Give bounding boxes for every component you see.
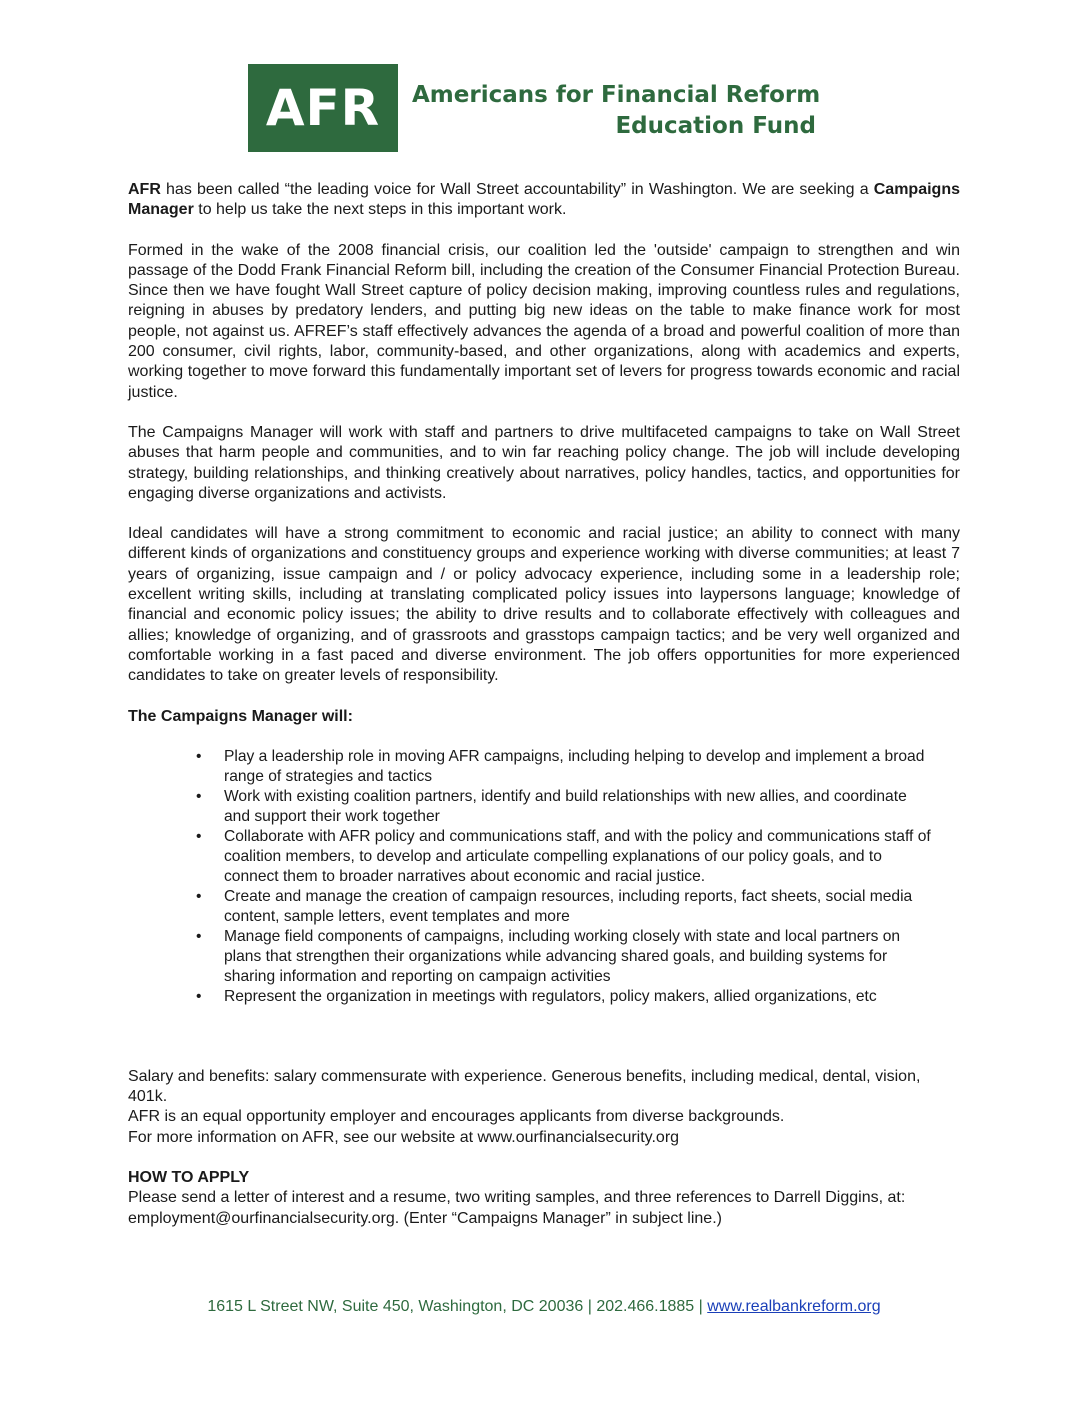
- org-name-line2: Education Fund: [615, 113, 816, 139]
- coalition-paragraph: Formed in the wake of the 2008 financial crisis, our coalition led the 'outside' campaign to strengthen and win passage of the Dodd Frank Financial Reform bill, including the creation of the Consumer Financial Protection Bureau. Since then we have fought Wall Street capture of policy decision making, improving countless rules and regulations, reigning in abuses by predatory lenders, and putting big new ideas on the table to make finance work for most people, not against us. AFREF’s staff effectively advances the agenda of a broad and powerful coalition of more than 200 consumer, civil rights, labor, community-based, and other organizations, along with academics and experts, working together to move forward this fundamentally important set of levers for progress towards economic and racial justice.: [128, 241, 960, 401]
- logo-abbr: AFR: [265, 79, 381, 137]
- duty-item: • Create and manage the creation of campaign resources, including reports, fact sheets, social media content, sample letters, event templates and more: [196, 887, 936, 927]
- salary-text: Salary and benefits: salary commensurate with experience. Generous benefits, including medical, dental, vision, 401k.: [128, 1067, 921, 1106]
- duty-item: • Manage field components of campaigns, including working closely with state and local partners on plans that strengthen their organizations while advancing shared goals, and building systems for sharing information and reporting on campaign activities: [196, 927, 936, 987]
- duty-item: • Represent the organization in meetings with regulators, policy makers, allied organizations, etc: [196, 987, 936, 1007]
- duty-item: • Collaborate with AFR policy and communications staff, and with the policy and communications staff of coalition members, to develop and articulate compelling explanations of our policy goals, and to connect them to broader narratives about economic and racial justice.: [196, 827, 936, 887]
- intro-end: to help us take the next steps in this important work.: [193, 201, 567, 219]
- footer: [0, 1298, 1088, 1316]
- apply-heading: HOW TO APPLY: [128, 1169, 250, 1187]
- intro-afr: AFR: [128, 181, 161, 198]
- intro-paragraph: [128, 180, 960, 221]
- footer-address: 1615 L Street NW, Suite 450, Washington, DC 20036 | 202.466.1885 |: [207, 1298, 708, 1315]
- intro-mid: has been called “the leading voice for Wall Street accountability” in Washington. We are seeking a: [160, 181, 874, 198]
- org-name: [412, 80, 821, 142]
- document-body: [128, 180, 960, 1229]
- role-paragraph: The Campaigns Manager will work with staff and partners to drive multifaceted campaigns to take on Wall Street abuses that harm people and communities, and to win far reaching policy change. The job will include developing strategy, building relationships, and thinking creatively about narratives, policy handles, tactics, and opportunities for engaging diverse organizations and activists.: [128, 423, 960, 502]
- apply-text: Please send a letter of interest and a resume, two writing samples, and three references to Darrell Diggins, at: employment@ourfinancialsecurity.org. (Enter “Campaigns Manager” in subject line.): [128, 1189, 906, 1227]
- duties-heading: The Campaigns Manager will:: [128, 707, 353, 725]
- duty-item: • Work with existing coalition partners, identify and build relationships with new allies, and coordinate and support their work together: [196, 787, 936, 827]
- afr-logo: [248, 64, 398, 152]
- org-name-line1: Americans for Financial Reform: [412, 82, 821, 108]
- more-info-text: For more information on AFR, see our website at www.ourfinancialsecurity.org: [128, 1128, 680, 1146]
- candidates-paragraph: Ideal candidates will have a strong commitment to economic and racial justice; an ability to connect with many different kinds of organizations and constituency groups and experience working with diverse communities; at least 7 years of organizing, issue campaign and / or policy advocacy experience, including some in a leadership role; excellent writing skills, including at translating complicated policy issues into laypersons language; knowledge of financial and economic policy issues; the ability to drive results and to collaborate effectively with colleagues and allies; knowledge of organizing, and of grassroots and grasstops campaign tactics; and be very well organized and comfortable working in a fast paced and diverse environment. The job offers opportunities for more experienced candidates to take on greater levels of responsibility.: [128, 525, 960, 685]
- duties-list: [196, 747, 936, 1007]
- eeo-text: AFR is an equal opportunity employer and encourages applicants from diverse backgrounds.: [128, 1108, 785, 1126]
- intro-role: Campaigns Manager: [128, 181, 960, 219]
- footer-website-link[interactable]: www.realbankreform.org: [707, 1298, 881, 1315]
- duty-item: • Play a leadership role in moving AFR campaigns, including helping to develop and implement a broad range of strategies and tactics: [196, 747, 936, 787]
